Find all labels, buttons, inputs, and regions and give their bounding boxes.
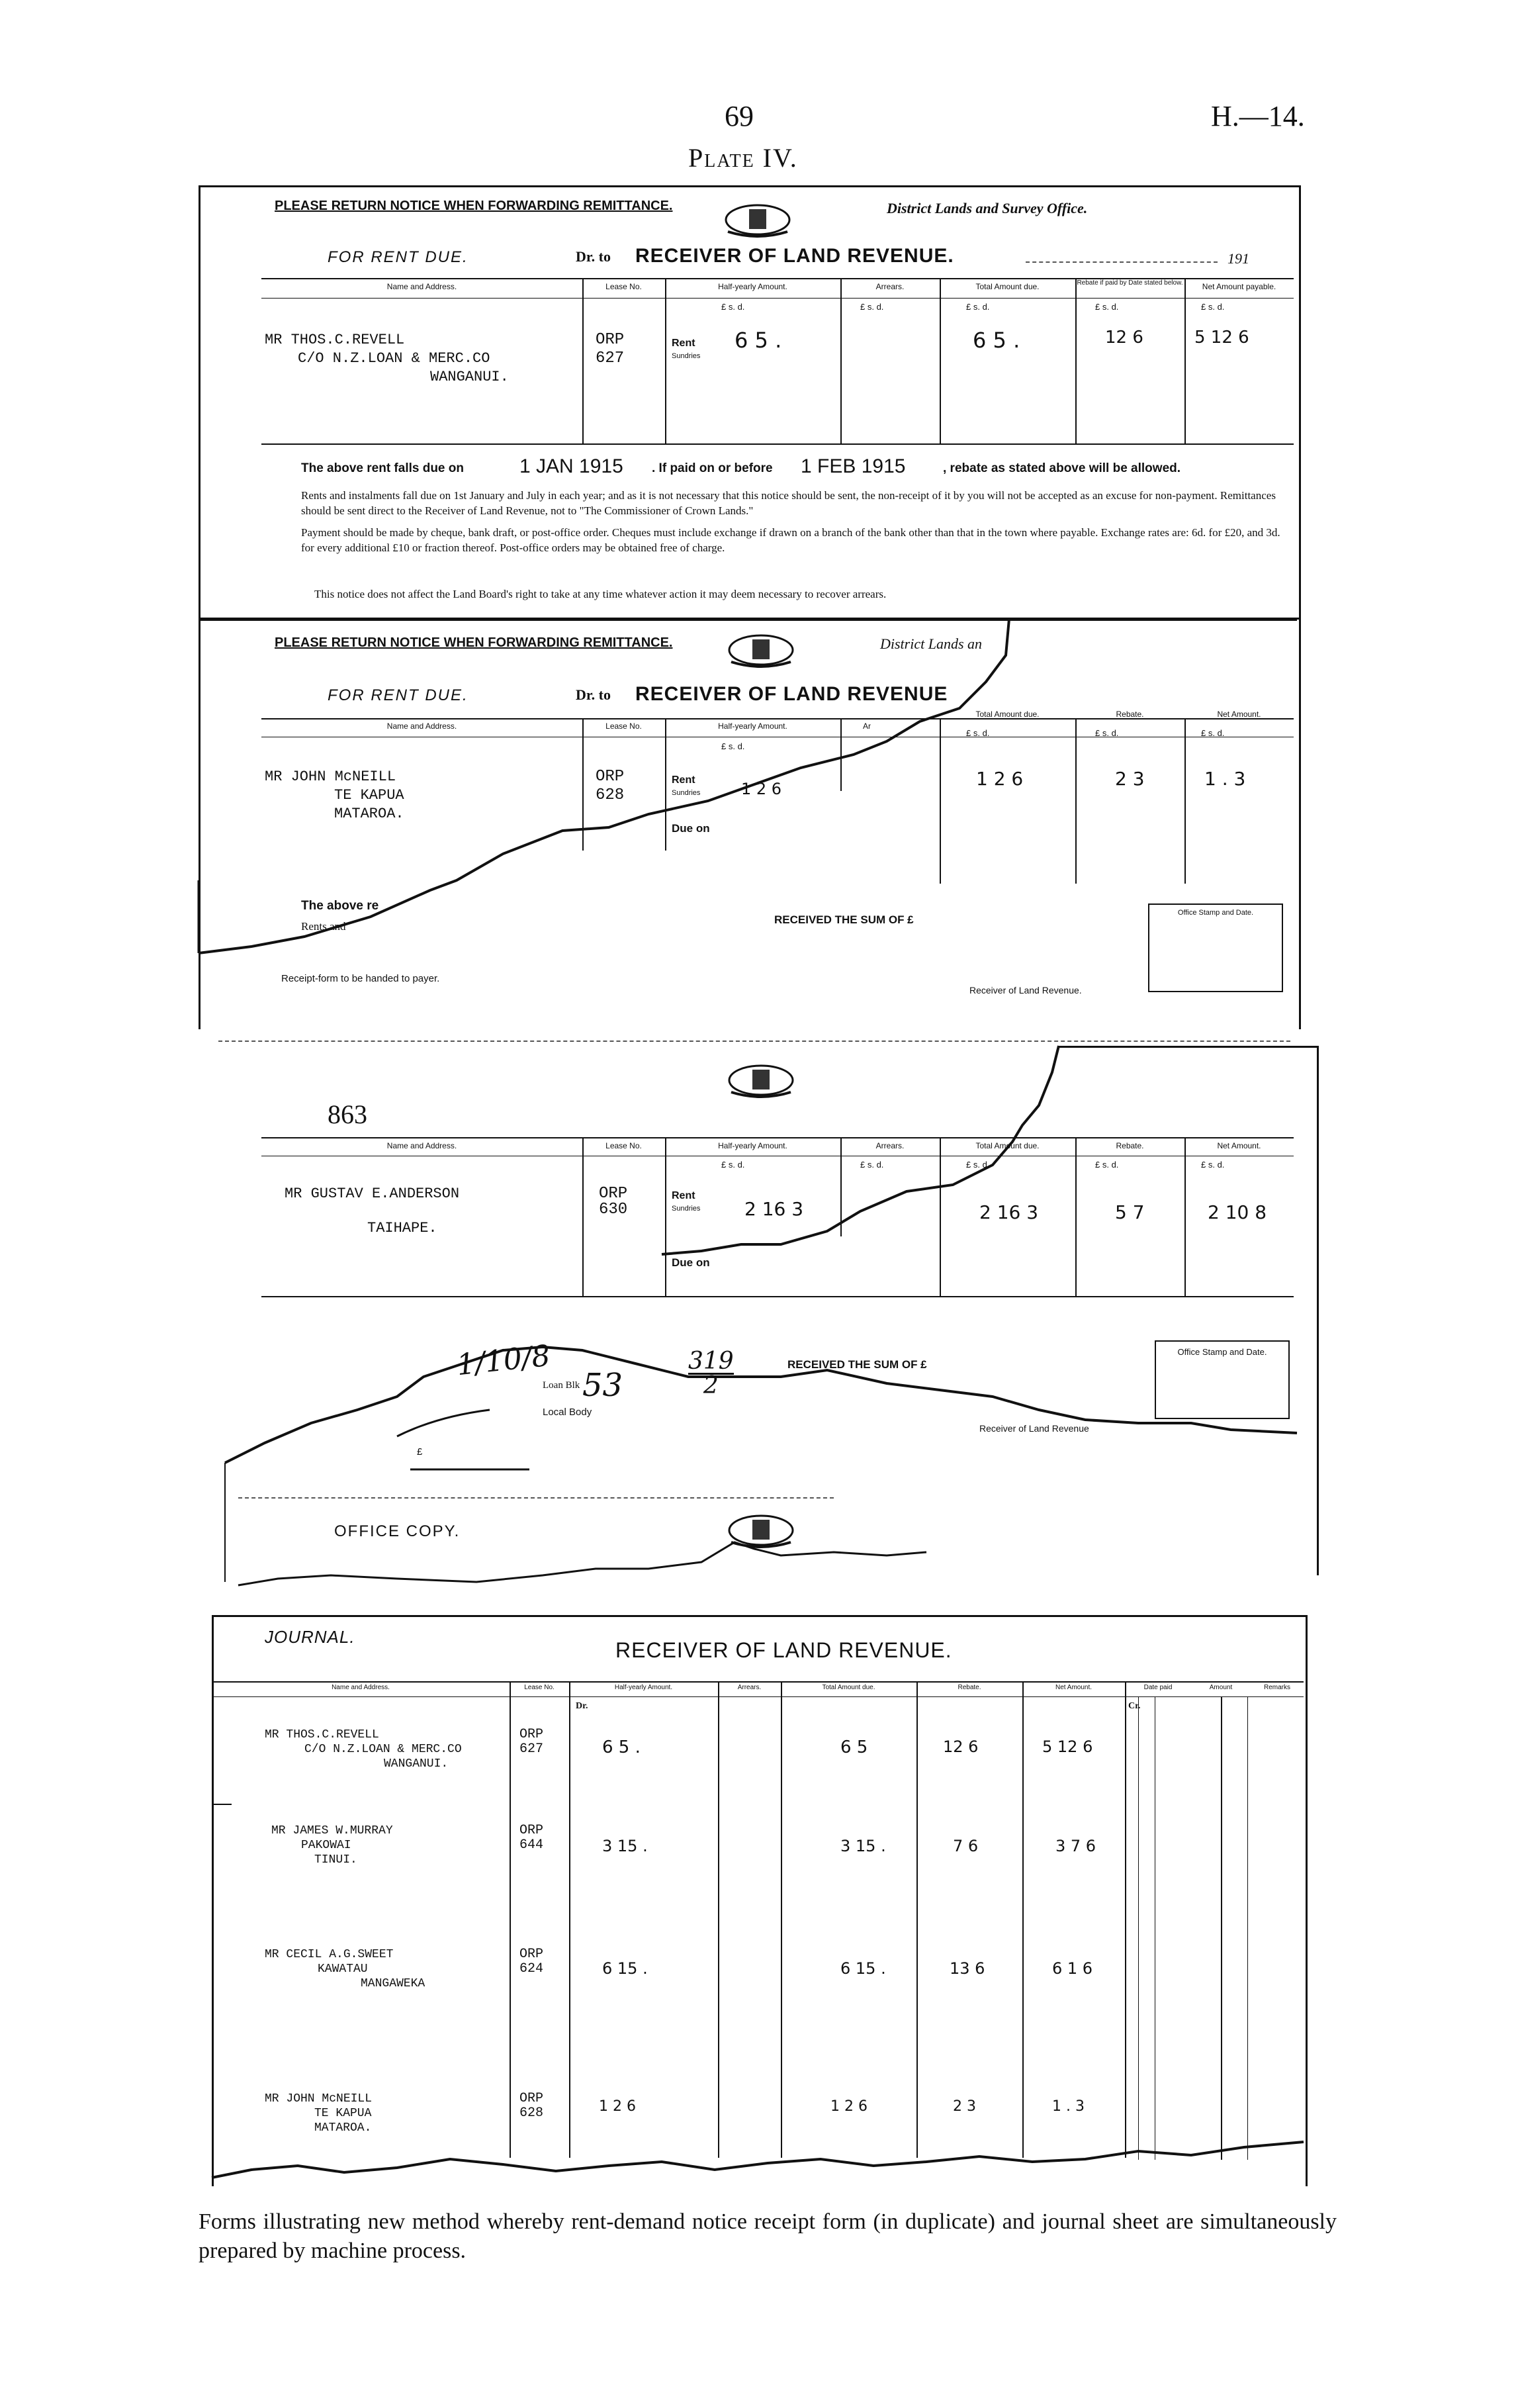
col-lease-no: Lease No. bbox=[605, 282, 642, 291]
lease-code: ORP bbox=[599, 1185, 628, 1203]
col-rebate: Rebate. bbox=[1116, 1141, 1144, 1150]
j-row-lease1: ORP bbox=[519, 1947, 544, 1962]
j-row-lease2: 644 bbox=[519, 1837, 544, 1853]
col-name-address: Name and Address. bbox=[386, 1141, 457, 1150]
j-row-rebate: 13 6 bbox=[950, 1959, 985, 1978]
j-row-lease2: 624 bbox=[519, 1961, 544, 1976]
district-office-2: District Lands an bbox=[880, 635, 983, 652]
handwritten-53: 53 bbox=[582, 1367, 623, 1404]
sundries-label: Sundries bbox=[672, 789, 701, 797]
j-row-rebate: 7 6 bbox=[953, 1837, 979, 1855]
j-row-addr1: PAKOWAI bbox=[301, 1839, 351, 1852]
j-row-net: 1 . 3 bbox=[1052, 2098, 1085, 2115]
j-col-date-paid: Date paid bbox=[1143, 1684, 1173, 1691]
j-row-addr2: WANGANUI. bbox=[384, 1757, 449, 1771]
receiver-signature: Receiver of Land Revenue. bbox=[969, 985, 1082, 996]
office-stamp-label: Office Stamp and Date. bbox=[1177, 1347, 1267, 1357]
notice-paragraph-3: This notice does not affect the Land Board's right to take at any time whatever action it may deem necessary to recover arrears. bbox=[314, 588, 887, 600]
payee-address-1: TE KAPUA bbox=[334, 787, 404, 804]
dr-to: Dr. to bbox=[576, 248, 611, 265]
j-row-total: 6 5 bbox=[840, 1737, 868, 1757]
payee-name: MR THOS.C.REVELL bbox=[265, 332, 405, 348]
j-row-rebate: 2 3 bbox=[953, 2098, 976, 2115]
j-row-addr1: C/O N.Z.LOAN & MERC.CO bbox=[304, 1743, 462, 1756]
j-row-addr2: MANGAWEKA bbox=[361, 1977, 425, 1990]
j-row-lease2: 627 bbox=[519, 1741, 544, 1757]
col-half-yearly: Half-yearly Amount. bbox=[718, 721, 787, 731]
district-office: District Lands and Survey Office. bbox=[887, 200, 1088, 216]
rebate-amount: 12 6 bbox=[1105, 328, 1143, 347]
col-total-due: Total Amount due. bbox=[975, 1141, 1040, 1150]
col-name-address: Name and Address. bbox=[386, 721, 457, 731]
plate-title: Plate IV. bbox=[688, 143, 798, 173]
lsd-header: £ s. d. bbox=[860, 1160, 884, 1170]
col-arrears: Ar bbox=[863, 721, 871, 731]
rent-amount: 2 16 3 bbox=[744, 1198, 804, 1220]
total-amount: 2 16 3 bbox=[979, 1201, 1039, 1223]
rent-amount: 1 2 6 bbox=[741, 780, 782, 798]
year: 191 bbox=[1227, 250, 1249, 267]
j-row-name: MR JAMES W.MURRAY bbox=[271, 1824, 393, 1837]
col-name-address: Name and Address. bbox=[386, 282, 457, 291]
pound-sign: £ bbox=[417, 1446, 423, 1458]
j-row-net: 5 12 6 bbox=[1042, 1737, 1093, 1756]
col-net-payable: Net Amount payable. bbox=[1202, 282, 1276, 291]
paid-prefix: . If paid on or before bbox=[652, 461, 773, 475]
j-row-net: 3 7 6 bbox=[1055, 1837, 1096, 1855]
j-row-name: MR JOHN McNEILL bbox=[265, 2092, 373, 2106]
rebate-amount: 5 7 bbox=[1115, 1201, 1145, 1223]
j-col-lease-no: Lease No. bbox=[524, 1684, 555, 1691]
lease-number: 627 bbox=[596, 349, 625, 367]
j-row-name: MR CECIL A.G.SWEET bbox=[265, 1948, 394, 1961]
col-net: Net Amount. bbox=[1217, 710, 1261, 719]
figure-caption: Forms illustrating new method whereby rent-demand notice receipt form (in duplicate) and journal sheet are simultaneously prepared by machine process. bbox=[199, 2209, 1337, 2263]
receipt-form-note: Receipt-form to be handed to payer. bbox=[281, 973, 440, 984]
journal-title: JOURNAL. bbox=[265, 1627, 355, 1647]
col-rebate: Rebate. bbox=[1116, 710, 1144, 719]
j-col-remarks: Remarks bbox=[1263, 1684, 1290, 1691]
paid-date: 1 FEB 1915 bbox=[801, 455, 906, 477]
j-row-name: MR THOS.C.REVELL bbox=[265, 1728, 379, 1741]
rents-fragment: Rents and bbox=[301, 920, 346, 933]
j-row-amount: 3 15 . bbox=[602, 1837, 648, 1855]
lease-number: 628 bbox=[596, 786, 625, 804]
office-copy: OFFICE COPY. bbox=[334, 1522, 461, 1540]
col-lease-no: Lease No. bbox=[605, 1141, 642, 1150]
rebate-suffix: , rebate as stated above will be allowed. bbox=[943, 461, 1181, 475]
rebate-amount: 2 3 bbox=[1115, 768, 1145, 790]
j-row-rebate: 12 6 bbox=[943, 1737, 979, 1756]
payee-address-2: MATAROA. bbox=[334, 806, 404, 822]
col-rebate: Rebate if paid by Date stated below. bbox=[1077, 279, 1183, 287]
j-row-lease1: ORP bbox=[519, 2091, 544, 2106]
col-arrears: Arrears. bbox=[875, 1141, 905, 1150]
j-col-net: Net Amount. bbox=[1055, 1684, 1092, 1691]
j-col-rebate: Rebate. bbox=[958, 1684, 981, 1691]
lsd-header: £ s. d. bbox=[721, 1160, 745, 1170]
j-row-addr1: KAWATAU bbox=[318, 1963, 368, 1976]
j-row-addr2: TINUI. bbox=[314, 1853, 357, 1867]
lsd-header: £ s. d. bbox=[860, 302, 884, 312]
lsd-header: £ s. d. bbox=[1095, 728, 1119, 738]
lsd-header: £ s. d. bbox=[1201, 1160, 1225, 1170]
handwritten-reference: 1/10/8 bbox=[455, 1338, 552, 1383]
payee-name: MR GUSTAV E.ANDERSON bbox=[285, 1185, 460, 1202]
j-row-total: 3 15 . bbox=[840, 1837, 886, 1855]
journal-receiver: RECEIVER OF LAND REVENUE. bbox=[615, 1638, 952, 1662]
j-row-net: 6 1 6 bbox=[1052, 1959, 1093, 1978]
lsd-header: £ s. d. bbox=[966, 302, 990, 312]
dr-to-2: Dr. to bbox=[576, 686, 611, 703]
lsd-header: £ s. d. bbox=[1095, 302, 1119, 312]
loan-blk-label: Loan Blk bbox=[543, 1380, 580, 1391]
j-row-total: 6 15 . bbox=[840, 1959, 886, 1978]
lease-number: 630 bbox=[599, 1201, 628, 1219]
for-rent-due: FOR RENT DUE. bbox=[328, 248, 468, 266]
payee-address-1: TAIHAPE. bbox=[367, 1220, 437, 1236]
rent-label: Rent bbox=[672, 774, 695, 786]
sundries-label: Sundries bbox=[672, 352, 701, 360]
total-amount: 6 5 . bbox=[973, 328, 1020, 353]
j-row-amount: 1 2 6 bbox=[599, 2098, 636, 2115]
lsd-header: £ s. d. bbox=[721, 741, 745, 751]
j-row-amount: 6 5 . bbox=[602, 1737, 641, 1757]
col-total-due: Total Amount due. bbox=[975, 282, 1040, 291]
cr-label: Cr. bbox=[1128, 1701, 1141, 1711]
lease-code: ORP bbox=[596, 331, 625, 349]
j-col-name-address: Name and Address. bbox=[332, 1684, 390, 1691]
net-amount: 5 12 6 bbox=[1194, 328, 1249, 347]
receiver-of-land-revenue: RECEIVER OF LAND REVENUE. bbox=[635, 245, 954, 267]
please-return-notice-2: PLEASE RETURN NOTICE WHEN FORWARDING REMITTANCE. bbox=[275, 635, 673, 650]
j-col-total-due: Total Amount due. bbox=[822, 1684, 875, 1691]
net-amount: 1 . 3 bbox=[1204, 768, 1246, 790]
rent-amount: 6 5 . bbox=[735, 328, 782, 353]
lease-code: ORP bbox=[596, 768, 625, 786]
for-rent-due-2: FOR RENT DUE. bbox=[328, 686, 468, 704]
rent-label: Rent bbox=[672, 338, 695, 349]
receiver-signature: Receiver of Land Revenue bbox=[979, 1423, 1089, 1434]
lsd-header: £ s. d. bbox=[1201, 728, 1225, 738]
lsd-header: £ s. d. bbox=[966, 1160, 990, 1170]
total-amount: 1 2 6 bbox=[976, 768, 1024, 790]
j-row-total: 1 2 6 bbox=[830, 2098, 868, 2115]
falls-due-prefix: The above rent falls due on bbox=[301, 461, 464, 475]
please-return-notice: PLEASE RETURN NOTICE WHEN FORWARDING REMITTANCE. bbox=[275, 199, 673, 213]
j-col-amount: Amount bbox=[1209, 1684, 1233, 1691]
j-col-arrears: Arrears. bbox=[737, 1684, 762, 1691]
payee-name: MR JOHN McNEILL bbox=[265, 768, 396, 785]
j-col-half-yearly: Half-yearly Amount. bbox=[614, 1684, 673, 1691]
col-net: Net Amount. bbox=[1217, 1141, 1261, 1150]
payee-address-2: WANGANUI. bbox=[430, 369, 509, 385]
lsd-header: £ s. d. bbox=[966, 728, 990, 738]
received-sum: RECEIVED THE SUM OF £ bbox=[787, 1358, 927, 1371]
due-on: Due on bbox=[672, 1256, 710, 1269]
col-half-yearly: Half-yearly Amount. bbox=[718, 1141, 787, 1150]
fraction-top: 319 bbox=[688, 1348, 734, 1375]
notice-paragraph-2: Payment should be made by cheque, bank draft, or post-office order. Cheques must include exchange if drawn on a branch of the bank other than that in the town where payable. Exchange rates are: 6d. for £20, and 3d. for every additional £10 or fraction thereof. Post-office orders may be obtained free of charge. bbox=[301, 526, 1280, 554]
received-sum: RECEIVED THE SUM OF £ bbox=[774, 913, 914, 926]
receiver-of-land-revenue-2: RECEIVER OF LAND REVENUE bbox=[635, 683, 948, 705]
net-amount: 2 10 8 bbox=[1208, 1201, 1267, 1223]
local-body-label: Local Body bbox=[543, 1407, 592, 1418]
col-half-yearly: Half-yearly Amount. bbox=[718, 282, 787, 291]
form-number: 863 bbox=[328, 1099, 367, 1129]
lsd-header: £ s. d. bbox=[721, 302, 745, 312]
j-row-lease2: 628 bbox=[519, 2106, 544, 2121]
lsd-header: £ s. d. bbox=[1201, 302, 1225, 312]
page-number: 69 bbox=[725, 100, 754, 132]
office-stamp-label: Office Stamp and Date. bbox=[1177, 909, 1254, 917]
col-lease-no: Lease No. bbox=[605, 721, 642, 731]
lsd-header: £ s. d. bbox=[1095, 1160, 1119, 1170]
due-date: 1 JAN 1915 bbox=[519, 455, 623, 477]
fraction-bottom: 2 bbox=[703, 1372, 719, 1399]
due-on: Due on bbox=[672, 822, 710, 835]
j-row-amount: 6 15 . bbox=[602, 1959, 648, 1978]
col-total-due: Total Amount due. bbox=[975, 710, 1040, 719]
j-row-addr1: TE KAPUA bbox=[314, 2107, 372, 2120]
j-row-addr2: MATAROA. bbox=[314, 2121, 372, 2135]
j-row-lease1: ORP bbox=[519, 1727, 544, 1742]
j-row-lease1: ORP bbox=[519, 1823, 544, 1838]
sundries-label: Sundries bbox=[672, 1205, 701, 1213]
notice-paragraph-1: Rents and instalments fall due on 1st January and July in each year; and as it is not necessary that this notice should be sent, the non-receipt of it by you will not be accepted as an excuse for non-payment. Remittances should be sent direct to the Receiver of Land Revenue, not to "The Commissioner of Crown Lands." bbox=[301, 489, 1276, 517]
col-arrears: Arrears. bbox=[875, 282, 905, 291]
payee-address-1: C/O N.Z.LOAN & MERC.CO bbox=[298, 350, 490, 367]
document-reference: H.—14. bbox=[1211, 100, 1305, 132]
dr-label: Dr. bbox=[576, 1701, 588, 1711]
above-rent-fragment: The above re bbox=[301, 899, 379, 913]
rent-label: Rent bbox=[672, 1190, 695, 1201]
